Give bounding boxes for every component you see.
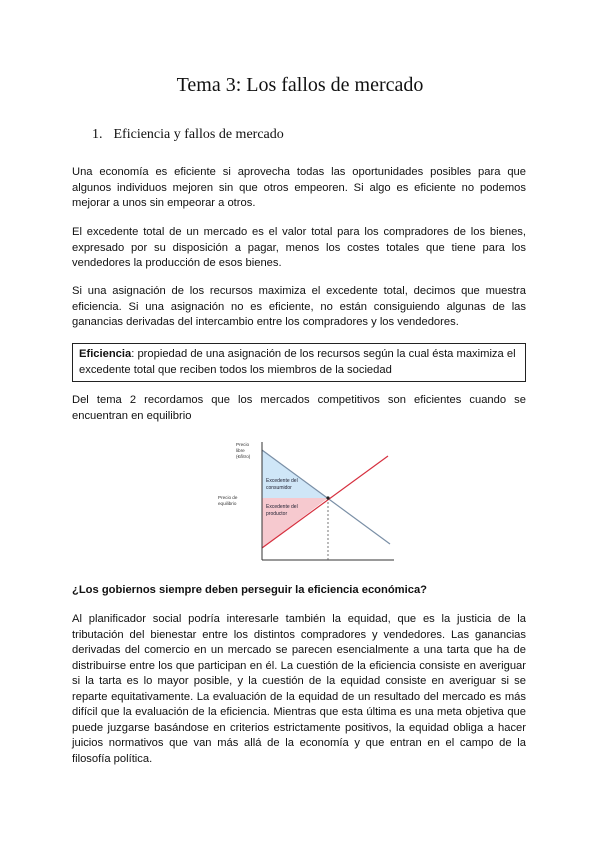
section-number: 1. bbox=[92, 127, 103, 142]
paragraph-total-surplus: El excedente total de un mercado es el valor total para los compradores de los bienes, expresado por su disposición a pagar, menos los costes totales que tiene para los vendedores la producción de esos bienes. bbox=[72, 226, 526, 269]
eq-price-label-1: Precio de bbox=[218, 495, 238, 500]
y-axis-label-3: (€/litro) bbox=[236, 454, 251, 459]
definition-text: : propiedad de una asignación de los recursos según la cual ésta maximiza el excedente total que reciben todos los miembros de la sociedad bbox=[79, 348, 516, 376]
producer-surplus-label-1: Excedente del bbox=[266, 504, 298, 510]
producer-surplus-label-2: productor bbox=[266, 511, 288, 517]
consumer-surplus-label-1: Excedente del bbox=[266, 478, 298, 484]
y-axis-label-2: libre bbox=[236, 448, 245, 453]
definition-box bbox=[72, 343, 526, 382]
paragraph-allocation: Si una asignación de los recursos maximiza el excedente total, decimos que muestra eficiencia. Si una asignación no es eficiente, no están consiguiendo algunas de las ganancias derivadas del intercambio entre los compradores y los vendedores. bbox=[72, 285, 526, 328]
equilibrium-point bbox=[326, 496, 329, 499]
paragraph-chart-intro: Del tema 2 recordamos que los mercados competitivos son eficientes cuando se encuentran en equilibrio bbox=[72, 394, 526, 422]
definition-term: Eficiencia bbox=[79, 348, 132, 360]
surplus-chart bbox=[216, 436, 396, 568]
section-title: Eficiencia y fallos de mercado bbox=[113, 127, 284, 142]
paragraph-efficiency: Una economía es eficiente si aprovecha todas las oportunidades posibles para que algunos individuos mejoren sin que otros empeoren. Si algo es eficiente no podemos mejorar a unos sin empeorar a otros. bbox=[72, 166, 526, 209]
eq-price-label-2: equilibrio bbox=[218, 501, 237, 506]
consumer-surplus-label-2: consumidor bbox=[266, 485, 292, 491]
page-title: Tema 3: Los fallos de mercado bbox=[176, 74, 424, 96]
section-heading bbox=[92, 127, 284, 143]
paragraph-equity: Al planificador social podría interesarle también la equidad, que es la justicia de la tributación del bienestar entre los distintos compradores y vendedores. Las ganancias derivadas del comercio en un mercado se parecen esencialmente a una tarta que ha de distribuirse entre los que participan en él. La cuestión de la eficiencia consiste en averiguar si la tarta es lo mayor posible, y la cuestión de la equidad consiste en averiguar si se reparte equitativamente. La evaluación de la equidad de un resultado del mercado es más difícil que la evaluación de la eficiencia. Mientras que esta última es una meta objetiva que puede juzgarse basándose en criterios estrictamente positivos, la equidad obliga a hacer juicios normativos que van más allá de la economía y que entran en el campo de la filosofía política. bbox=[72, 613, 526, 765]
y-axis-label-1: Precio bbox=[236, 442, 250, 447]
question-heading: ¿Los gobiernos siempre deben perseguir la eficiencia económica? bbox=[72, 584, 427, 596]
